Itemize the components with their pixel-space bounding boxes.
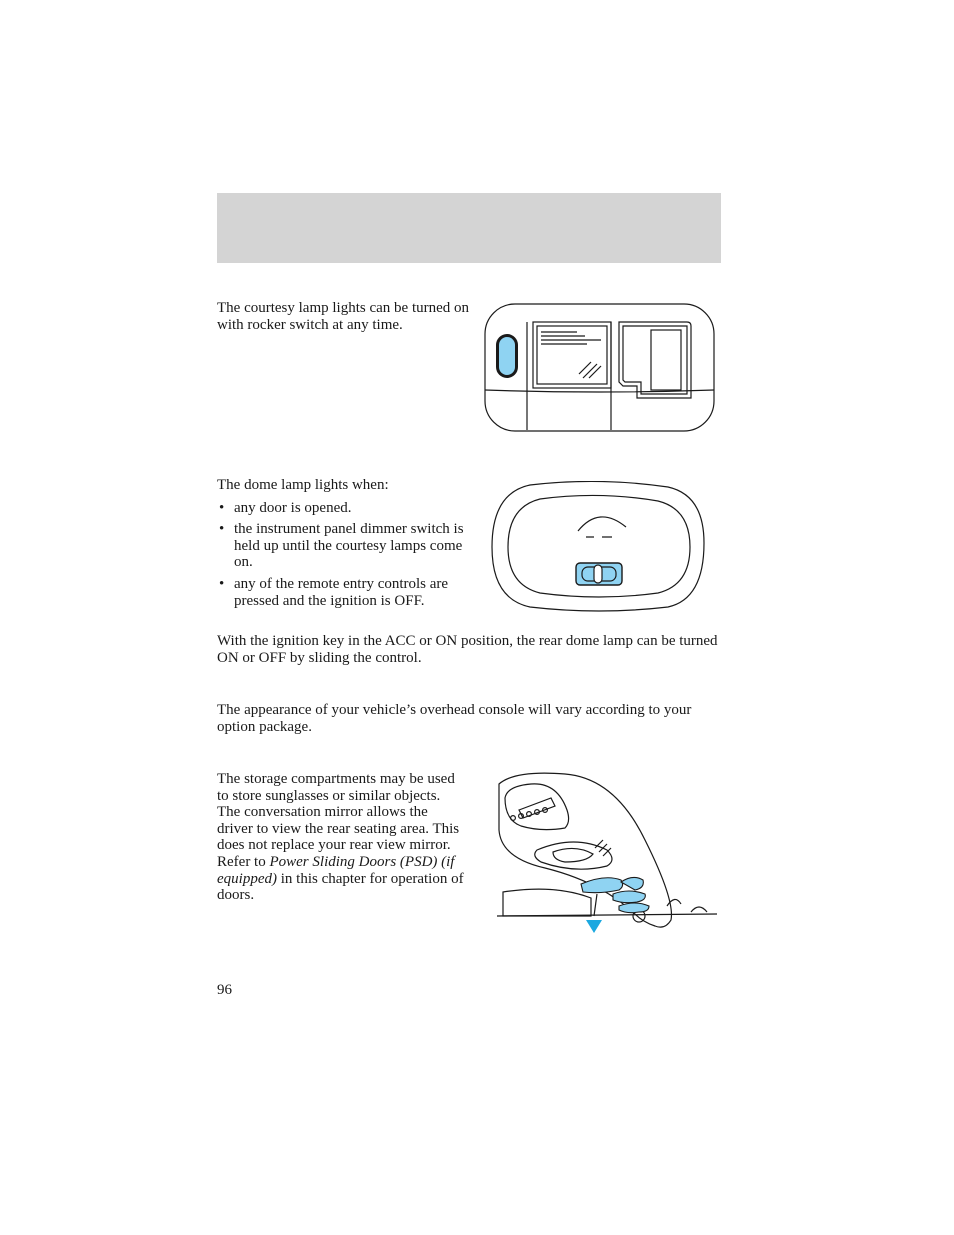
- storage-compartments-text: The storage compartments may be used to store sunglasses or similar objects. The conversation mirror allows the driver to view the rear seating area. This does not replace your rear view mirror. Refer to Power Sliding Doors (PSD) (if equipped) in this chapter for operation of doors.: [217, 771, 464, 904]
- dome-lamp-section: [217, 477, 477, 614]
- list-item: • the instrument panel dimmer switch is held up until the courtesy lamps come on.: [219, 521, 464, 571]
- section-header-band: [217, 193, 721, 263]
- pull-down-arrow-icon: [586, 894, 602, 933]
- page-number: 96: [217, 982, 232, 998]
- power-sliding-doors-reference: Power Sliding Doors (PSD) (if equipped): [217, 853, 455, 887]
- overhead-console-text: The appearance of your vehicle’s overhead console will vary according to your option package.: [217, 702, 692, 735]
- dome-lamp-intro: The dome lamp lights when:: [217, 477, 389, 493]
- dome-lamp-illustration: [490, 481, 708, 613]
- overhead-console-illustration: [495, 770, 719, 940]
- courtesy-lamp-text: The courtesy lamp lights can be turned on with rocker switch at any time.: [217, 300, 470, 333]
- dome-lamp-conditions-list: [217, 500, 477, 610]
- list-item: • any of the remote entry controls are pressed and the ignition is OFF.: [219, 575, 449, 609]
- rear-dome-lamp-text: With the ignition key in the ACC or ON position, the rear dome lamp can be turned ON or OFF by sliding the control.: [217, 633, 718, 666]
- dome-slide-control: [576, 563, 622, 585]
- list-item: • any door is opened.: [219, 499, 352, 516]
- courtesy-lamp-illustration: [483, 302, 717, 434]
